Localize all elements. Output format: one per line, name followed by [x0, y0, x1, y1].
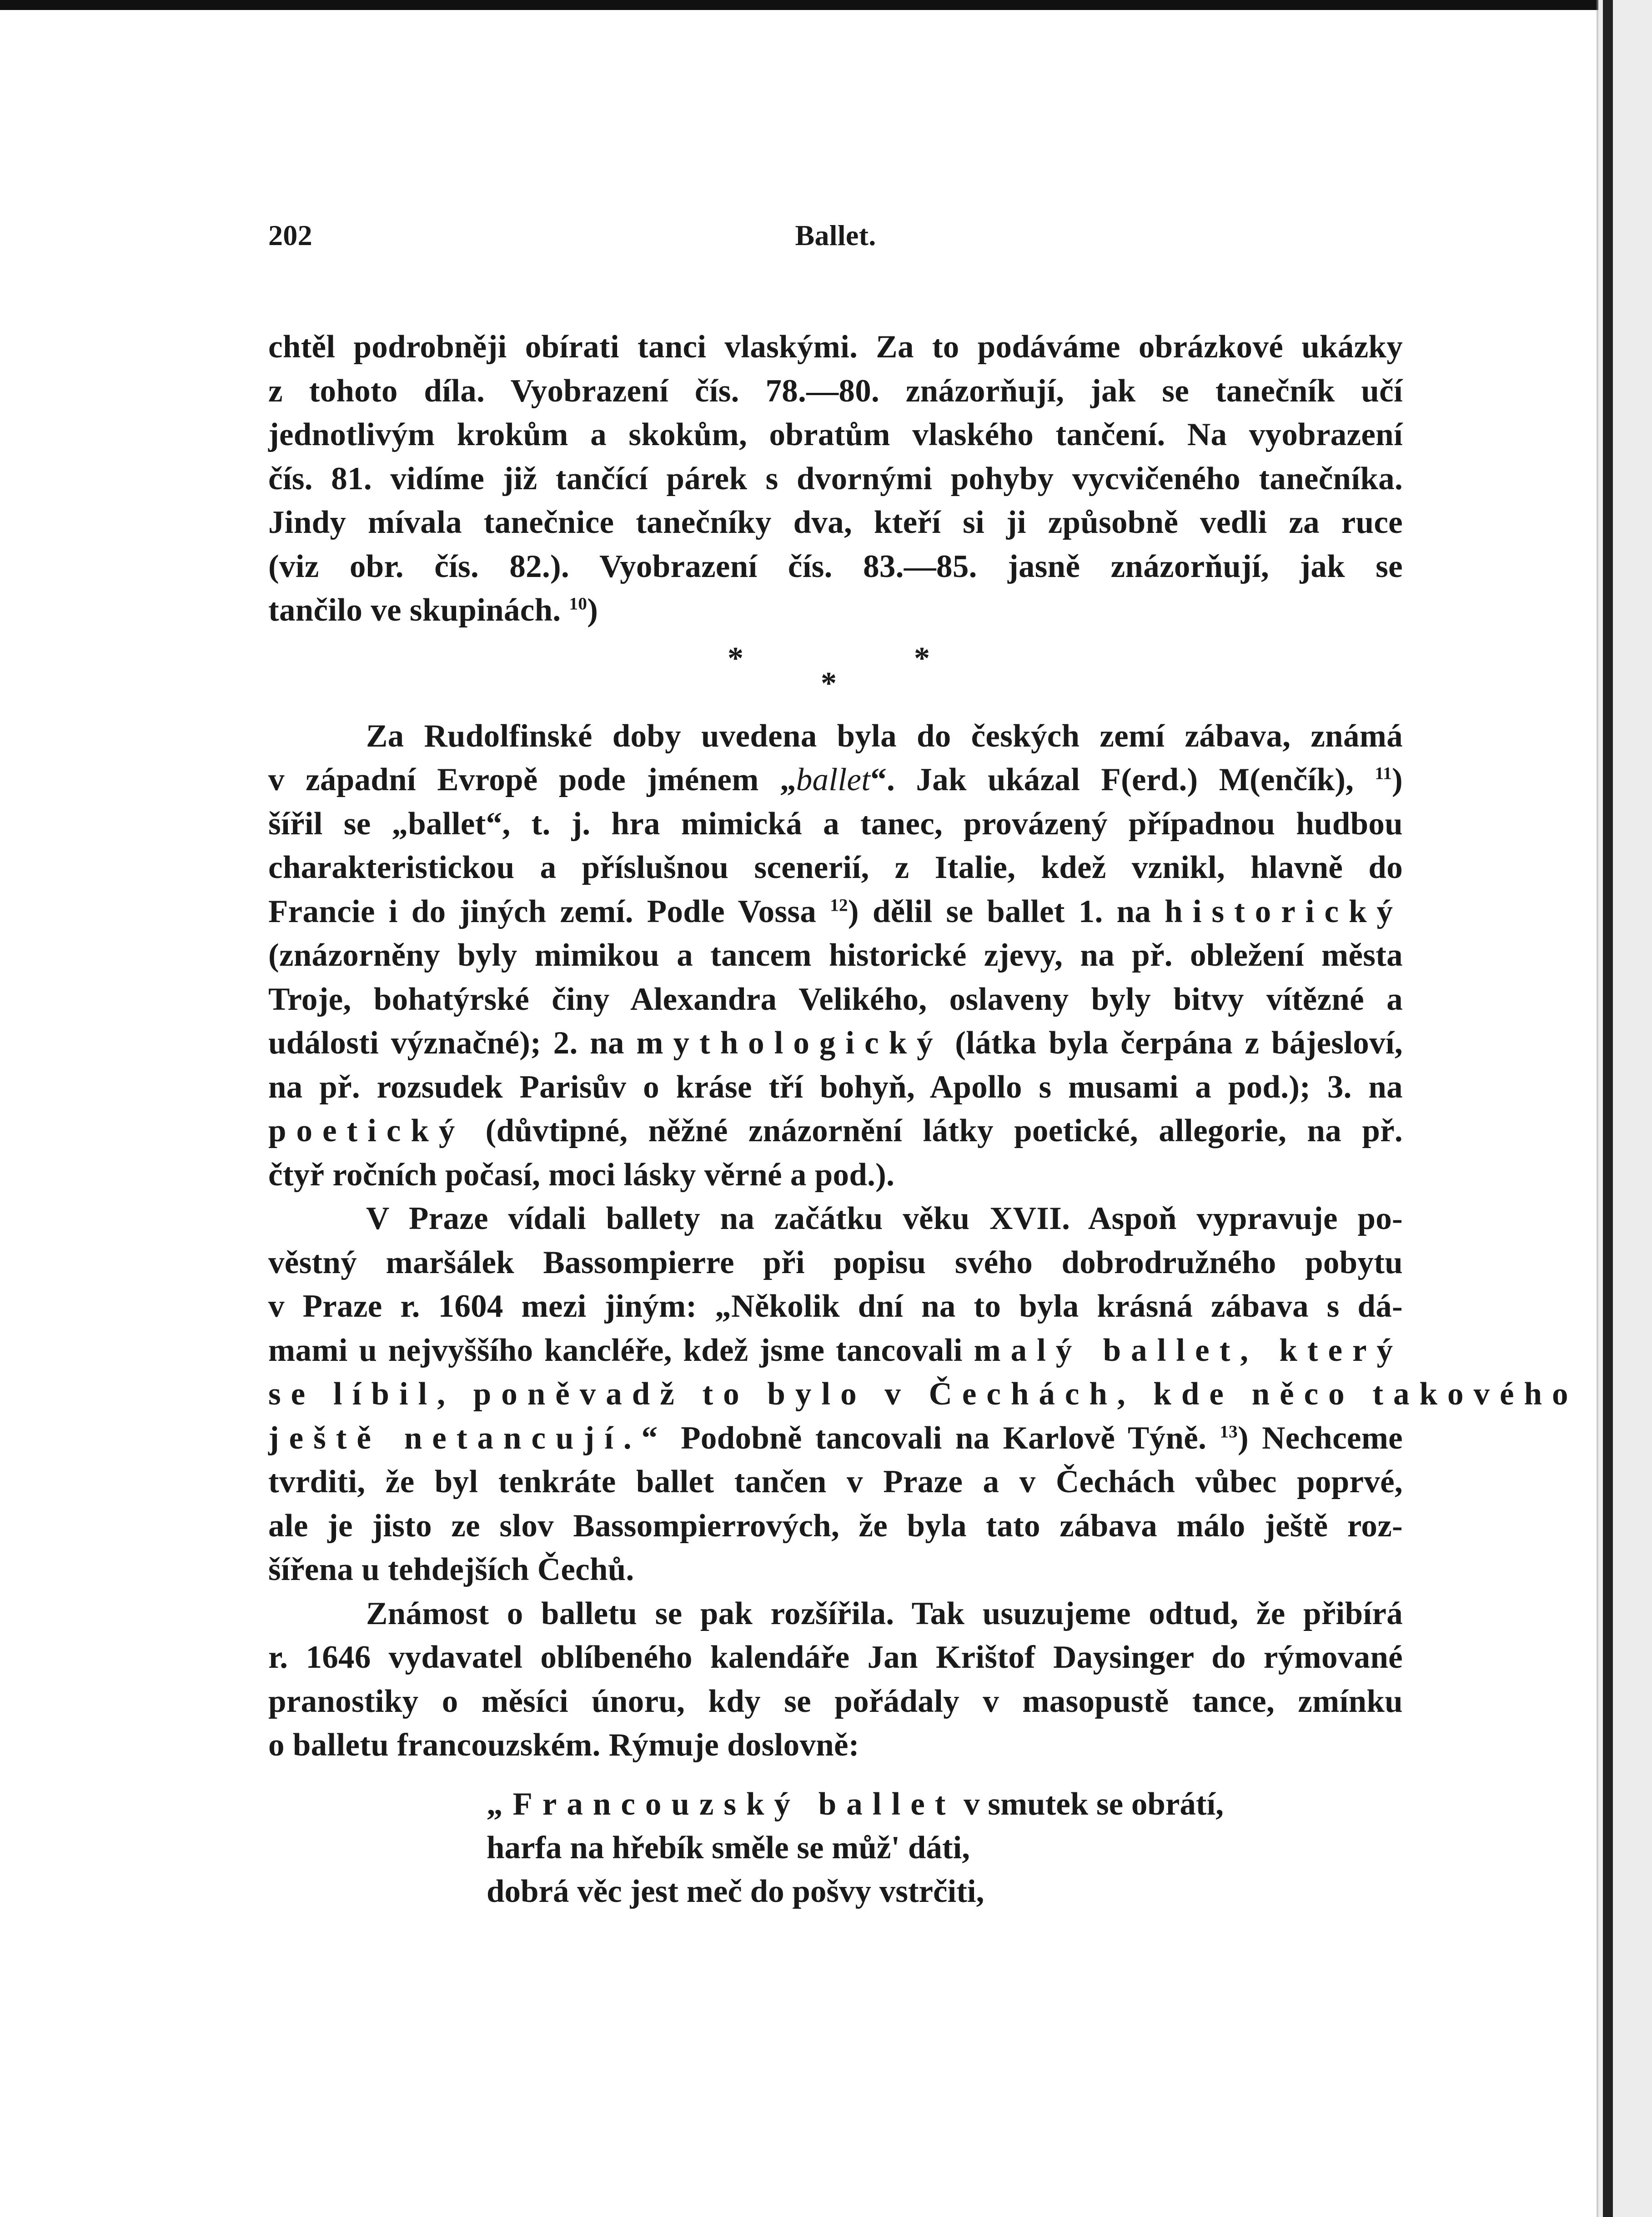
text-line: [268, 1372, 1578, 1416]
paragraph-2: [268, 714, 1403, 1197]
poem-quote: [487, 1782, 1224, 1913]
spaced-term: poetický: [268, 1113, 465, 1149]
text-line: ještě netancují.“ Podobně tancovali na Karlově Týně. $^{13}$) Nechceme: [268, 1420, 1403, 1456]
text-line: tančilo ve skupinách. $^{10}$): [268, 592, 598, 628]
spaced-term: mythologický: [636, 1025, 943, 1061]
text-line: z tohoto díla. Vyobrazení čís. 78.—80. znázorňují, jak se tanečník učí: [268, 373, 1403, 409]
ballet-italic: ballet: [796, 762, 871, 798]
text-line: šířena u tehdejších Čechů.: [268, 1552, 634, 1587]
text-line: Známost o balletu se pak rozšířila. Tak usuzujeme odtud, že přibírá: [366, 1595, 1403, 1631]
asterisk-right: *: [914, 641, 930, 676]
footnote-ref: 12: [830, 895, 848, 915]
spaced-term: se líbil, poněvadž to bylo v Čechách, kde něco takového: [268, 1376, 1578, 1412]
text-line: Troje, bohatýrské činy Alexandra Velikého, oslaveny byly bitvy vítězné a: [268, 981, 1403, 1017]
text-line: charakteristickou a příslušnou scenerií, z Italie, kdež vznikl, hlavně do: [268, 850, 1403, 885]
footnote-ref: 11: [1375, 763, 1392, 783]
text-line: poetický (důvtipné, něžné znázornění látky poetické, allegorie, na př.: [268, 1113, 1403, 1149]
text-line: V Praze vídali ballety na začátku věku XVII. Aspoň vypravuje po-: [366, 1201, 1403, 1236]
text-line: čís. 81. vidíme již tančící párek s dvornými pohyby vycvičeného tanečníka.: [268, 461, 1403, 497]
text-line: Francie i do jiných zemí. Podle Vossa $^{12}$) dělil se ballet 1. na historický: [268, 893, 1403, 929]
text-line: události význačné); 2. na mythologický (látka byla čerpána z bájesloví,: [268, 1025, 1403, 1061]
text-line: v západní Evropě pode jménem „ballet“. Jak ukázal F(erd.) M(enčík), $^{11}$): [268, 762, 1403, 798]
text-line: na př. rozsudek Parisův o kráse tří bohyň, Apollo s musami a pod.); 3. na: [268, 1069, 1403, 1105]
spaced-term: historický: [1165, 893, 1403, 929]
text-line: Za Rudolfinské doby uvedena byla do českých zemí zábava, známá: [366, 718, 1403, 754]
text-line: (viz obr. čís. 82.). Vyobrazení čís. 83.—85. jasně znázorňují, jak se: [268, 548, 1403, 584]
text-line: pranostiky o měsíci únoru, kdy se pořádaly v masopustě tance, zmínku: [268, 1683, 1403, 1719]
spaced-term: malý ballet, který: [974, 1332, 1403, 1368]
scan-right-edge: [1603, 0, 1613, 2217]
text-line: jednotlivým krokům a skokům, obratům vlaského tančení. Na vyobrazení: [268, 417, 1403, 452]
paragraph-4: [268, 1592, 1403, 1767]
text-line: v Praze r. 1604 mezi jiným: „Několik dní na to byla krásná zábava s dá-: [268, 1289, 1403, 1324]
text-line: (znázorněny byly mimikou a tancem historické zjevy, na př. obležení města: [268, 938, 1403, 973]
footnote-ref: 10: [569, 594, 587, 614]
text-line: čtyř ročních počasí, moci lásky věrné a pod.).: [268, 1157, 895, 1193]
footnote-ref: 13: [1220, 1421, 1238, 1441]
text-line: r. 1646 vydavatel oblíbeného kalendáře Jan Krištof Daysinger do rýmované: [268, 1640, 1403, 1675]
section-divider: [268, 632, 1403, 714]
spaced-term: ještě netancují.“: [268, 1420, 668, 1456]
text-line: ale je jisto ze slov Bassompierrových, že byla tato zábava málo ještě roz-: [268, 1508, 1403, 1544]
text-line: Jindy mívala tanečnice tanečníky dva, kteří si ji způsobně vedli za ruce: [268, 505, 1403, 540]
text-line: o balletu francouzském. Rýmuje doslovně:: [268, 1727, 859, 1763]
scan-top-edge: [0, 0, 1652, 10]
paragraph-1: [268, 325, 1403, 632]
book-page: [268, 214, 1578, 1767]
text-line: šířil se „ballet“, t. j. hra mimická a tanec, provázený případnou hudbou: [268, 806, 1403, 842]
asterisk-left: *: [728, 641, 744, 676]
poem-line: dobrá věc jest meč do pošvy vstrčiti,: [487, 1874, 984, 1909]
text-line: tvrditi, že byl tenkráte ballet tančen v Praze a v Čechách vůbec poprvé,: [268, 1464, 1403, 1500]
paragraph-3: [268, 1197, 1578, 1592]
text-line: mami u nejvyššího kancléře, kdež jsme tancovali malý ballet, který: [268, 1332, 1403, 1368]
asterisk-bottom: *: [821, 666, 837, 701]
page-number: 202: [268, 219, 312, 251]
running-title: Ballet.: [795, 219, 876, 251]
poem-line: harfa na hřebík směle se můž' dáti,: [487, 1830, 970, 1866]
poem-line: „Francouzský ballet v smutek se obrátí,: [487, 1786, 1224, 1822]
spaced-term: „Francouzský ballet: [487, 1786, 956, 1822]
text-line: chtěl podrobněji obírati tanci vlaskými. Za to podáváme obrázkové ukázky: [268, 329, 1403, 365]
text-line: věstný maršálek Bassompierre při popisu svého dobrodružného pobytu: [268, 1244, 1403, 1280]
page-header: [268, 214, 1403, 264]
